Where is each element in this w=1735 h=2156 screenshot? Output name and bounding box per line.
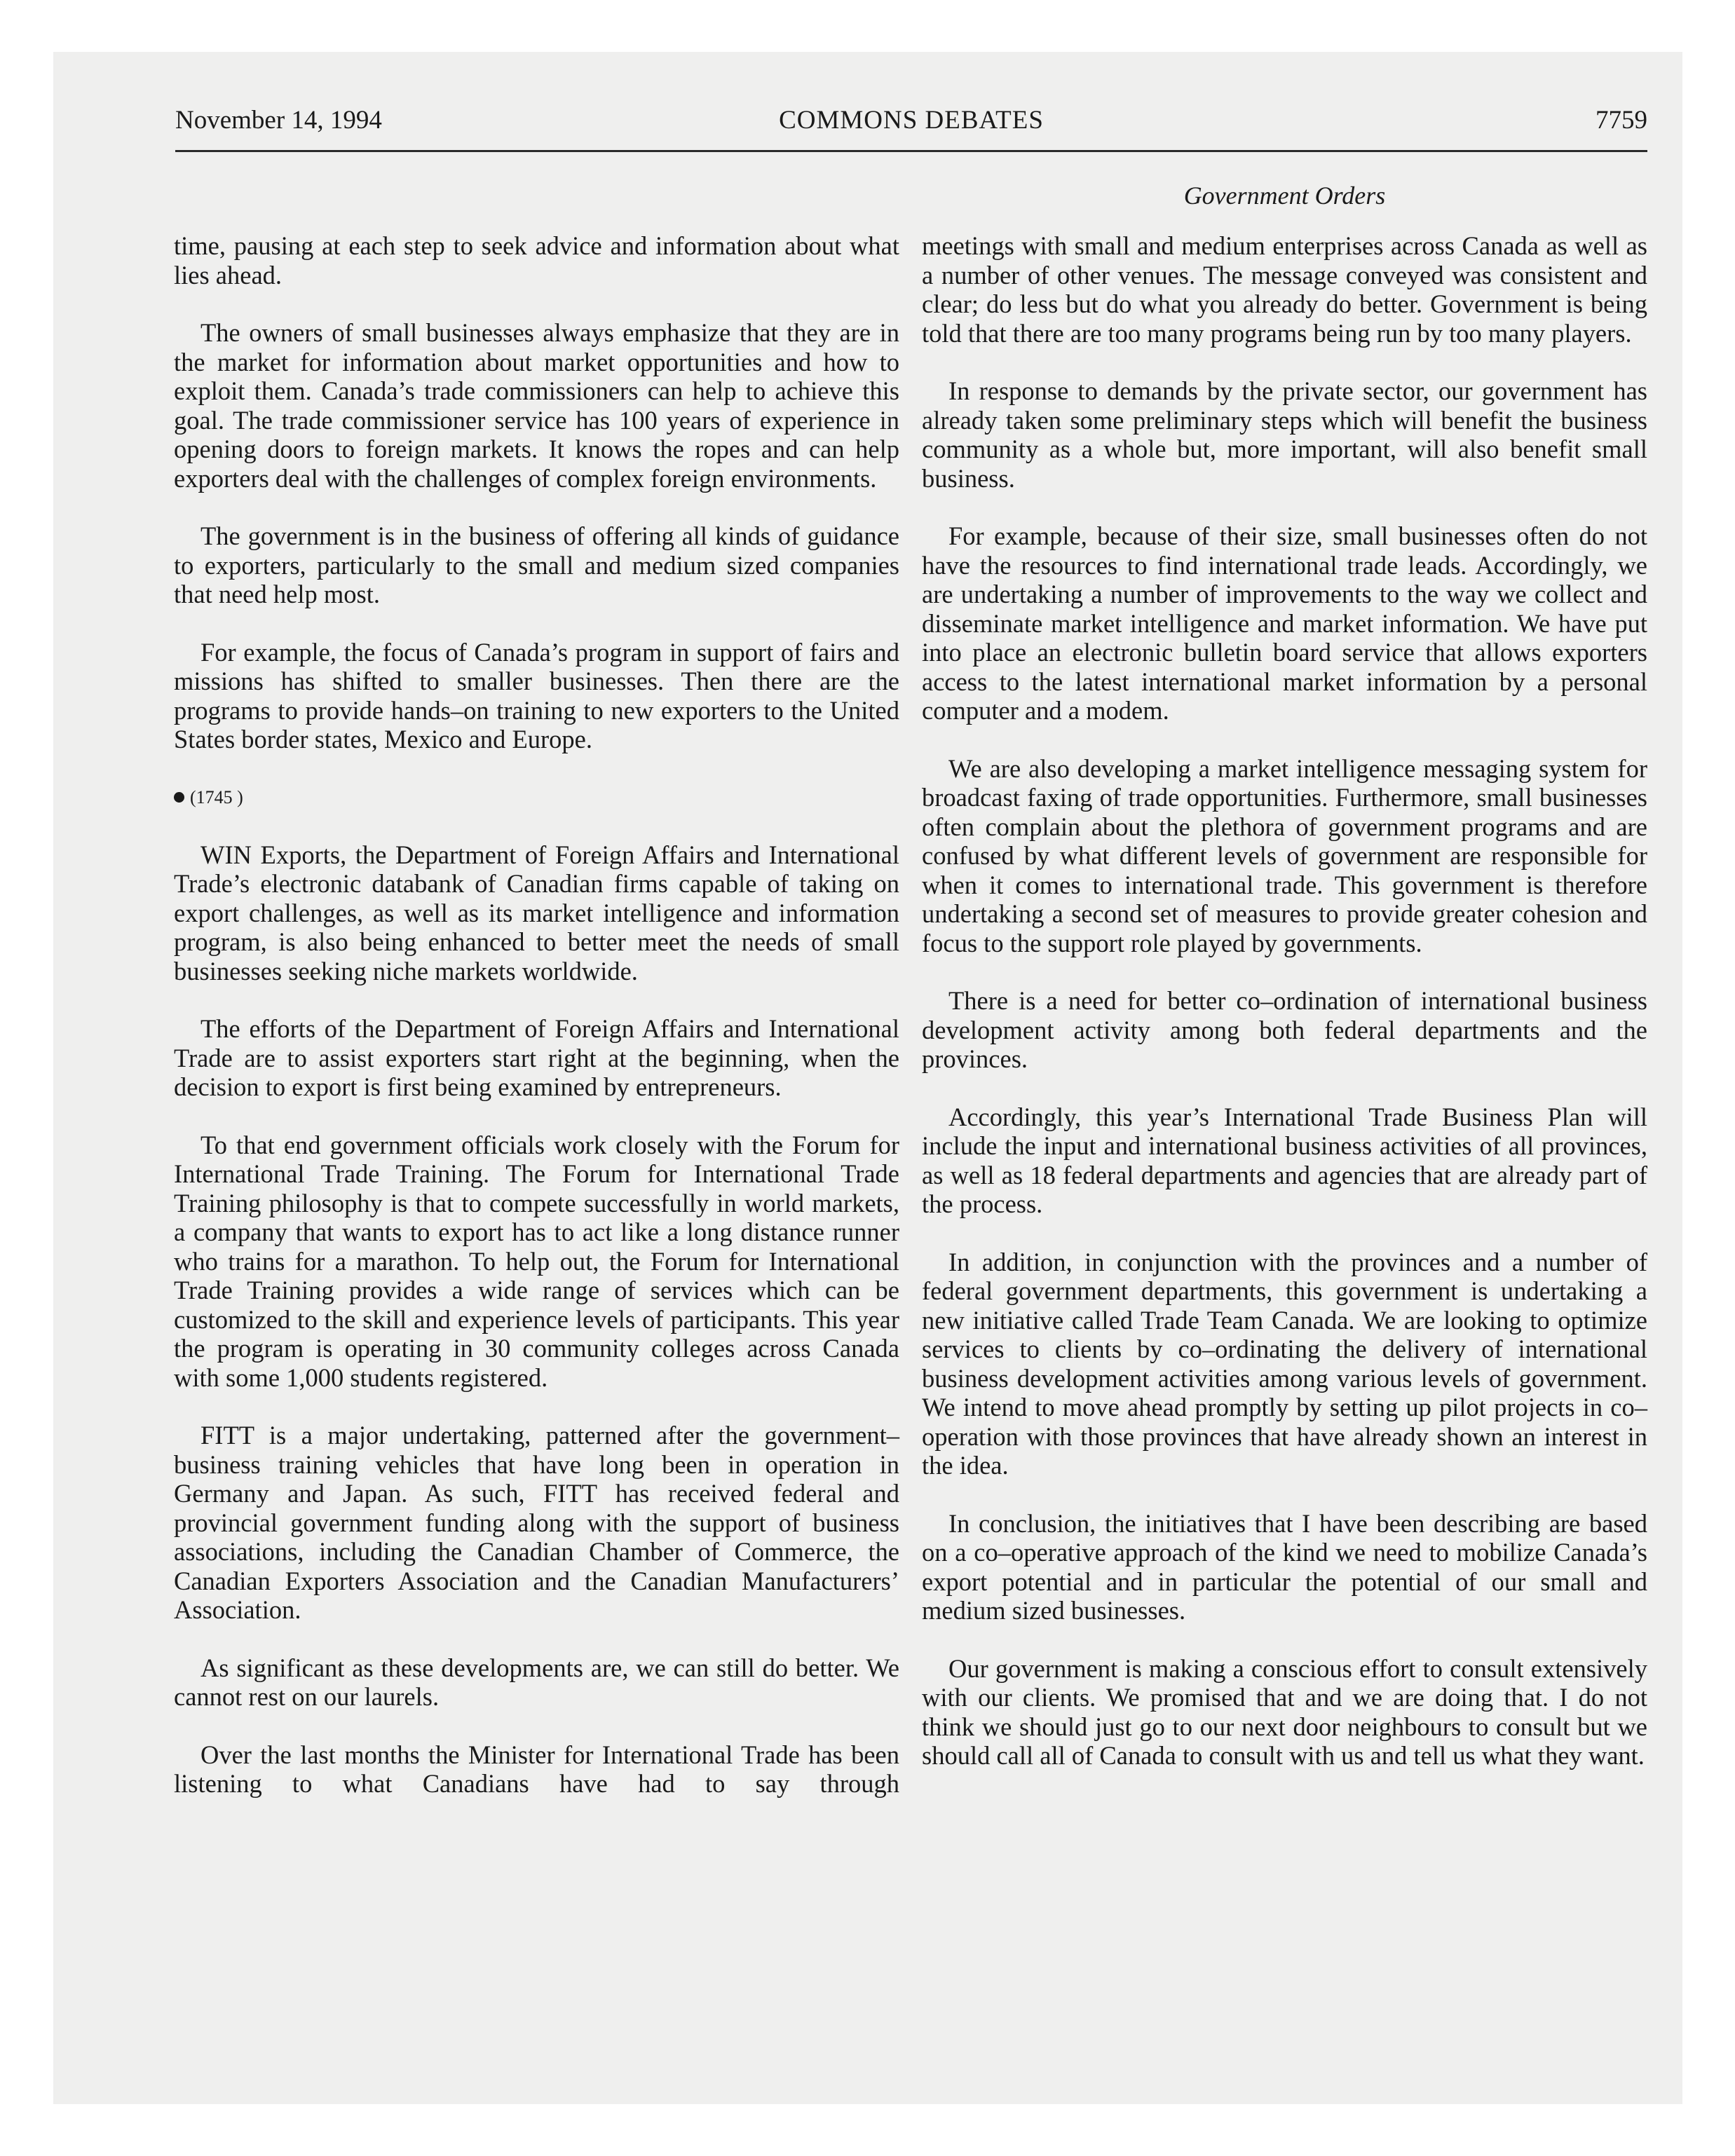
section-heading: Government Orders [1183, 182, 1386, 210]
paragraph: WIN Exports, the Department of Foreign Affairs and International Trade’s electronic databank of Canadian firms capable of taking on export challenges, as well as its market intelligence and information program, is also being enhanced to better meet the needs of small businesses seeking niche markets worldwide. [174, 840, 899, 985]
left-column [174, 231, 899, 1827]
header-date: November 14, 1994 [175, 106, 382, 135]
right-column [922, 231, 1647, 1799]
paragraph: Accordingly, this year’s International Trade Business Plan will include the input and international business activities of all provinces, as well as 18 federal departments and agencies that are already part of the process. [922, 1102, 1647, 1218]
paragraph: meetings with small and medium enterprises across Canada as well as a number of other venues. The message conveyed was consistent and clear; do less but do what you already do better. Government is being told that there are too many programs being run by too many players. [922, 231, 1647, 348]
paragraph: To that end government officials work closely with the Forum for International Trade Training. The Forum for International Trade Training philosophy is that to compete successfully in world markets, a company that wants to export has to act like a long distance runner who trains for a marathon. To help out, the Forum for International Trade Training provides a wide range of services which can be customized to the skill and experience levels of participants. This year the program is operating in 30 community colleges across Canada with some 1,000 students registered. [174, 1130, 899, 1392]
paragraph: Over the last months the Minister for International Trade has been listening to what Canadians have had to say through [174, 1740, 899, 1798]
publication-title: COMMONS DEBATES [779, 106, 1044, 135]
header-rule [175, 150, 1647, 152]
paragraph: The efforts of the Department of Foreign Affairs and International Trade are to assist exporters start right at the beginning, when the decision to export is first being examined by entrepreneurs. [174, 1014, 899, 1101]
bullet-icon [174, 792, 184, 803]
paragraph: As significant as these developments are, we can still do better. We cannot rest on our laurels. [174, 1653, 899, 1711]
paragraph: In response to demands by the private sector, our government has already taken some preliminary steps which will benefit the business community as a whole but, more important, will also benefit small business. [922, 376, 1647, 493]
paragraph: There is a need for better co–ordination of international business development activity among both federal departments and the provinces. [922, 986, 1647, 1073]
paragraph: FITT is a major undertaking, patterned after the government–business training vehicles that have long been in operation in Germany and Japan. As such, FITT has received federal and provincial government funding along with the support of business associations, including the Canadian Chamber of Commerce, the Canadian Exporters Association and the Canadian Manufacturers’ Association. [174, 1421, 899, 1624]
page-number: 7759 [1595, 106, 1647, 135]
time-marker [174, 783, 899, 812]
paragraph: time, pausing at each step to seek advice and information about what lies ahead. [174, 231, 899, 289]
paragraph: In conclusion, the initiatives that I have been describing are based on a co–operative approach of the kind we need to mobilize Canada’s export potential and in particular the potential of our small and medium sized businesses. [922, 1508, 1647, 1625]
paragraph: We are also developing a market intelligence messaging system for broadcast faxing of trade opportunities. Furthermore, small businesses often complain about the plethora of government programs and are confused by what different levels of government are responsible for when it comes to international trade. This government is therefore undertaking a second set of measures to provide greater cohesion and focus to the support role played by governments. [922, 753, 1647, 957]
paragraph: Our government is making a conscious effort to consult extensively with our clients. We promised that and we are doing that. I do not think we should just go to our next door neighbours to consult but we should call all of Canada to consult with us and tell us what they want. [922, 1653, 1647, 1770]
paragraph: For example, because of their size, small businesses often do not have the resources to find international trade leads. Accordingly, we are undertaking a number of improvements to the way we collect and disseminate market intelligence and market information. We have put into place an electronic bulletin board service that allows exporters access to the latest international market information by a personal computer and a modem. [922, 521, 1647, 725]
paragraph: The owners of small businesses always emphasize that they are in the market for information about market opportunities and how to exploit them. Canada’s trade commissioners can help to achieve this goal. The trade commissioner service has 100 years of experience in opening doors to foreign markets. It knows the ropes and can help exporters deal with the challenges of complex foreign environments. [174, 318, 899, 493]
paragraph: In addition, in conjunction with the provinces and a number of federal government departments, this government is undertaking a new initiative called Trade Team Canada. We are looking to optimize services to clients by co–ordinating the delivery of international business development activities among various levels of government. We intend to move ahead promptly by setting up pilot projects in co–operation with those provinces that have already shown an interest in the idea. [922, 1247, 1647, 1480]
time-marker-text: (1745 ) [190, 786, 243, 807]
paragraph: The government is in the business of offering all kinds of guidance to exporters, particularly to the small and medium sized companies that need help most. [174, 521, 899, 608]
running-header [175, 105, 1647, 147]
paragraph: For example, the focus of Canada’s program in support of fairs and missions has shifted to smaller businesses. Then there are the programs to provide hands–on training to new exporters to the United States border states, Mexico and Europe. [174, 637, 899, 753]
